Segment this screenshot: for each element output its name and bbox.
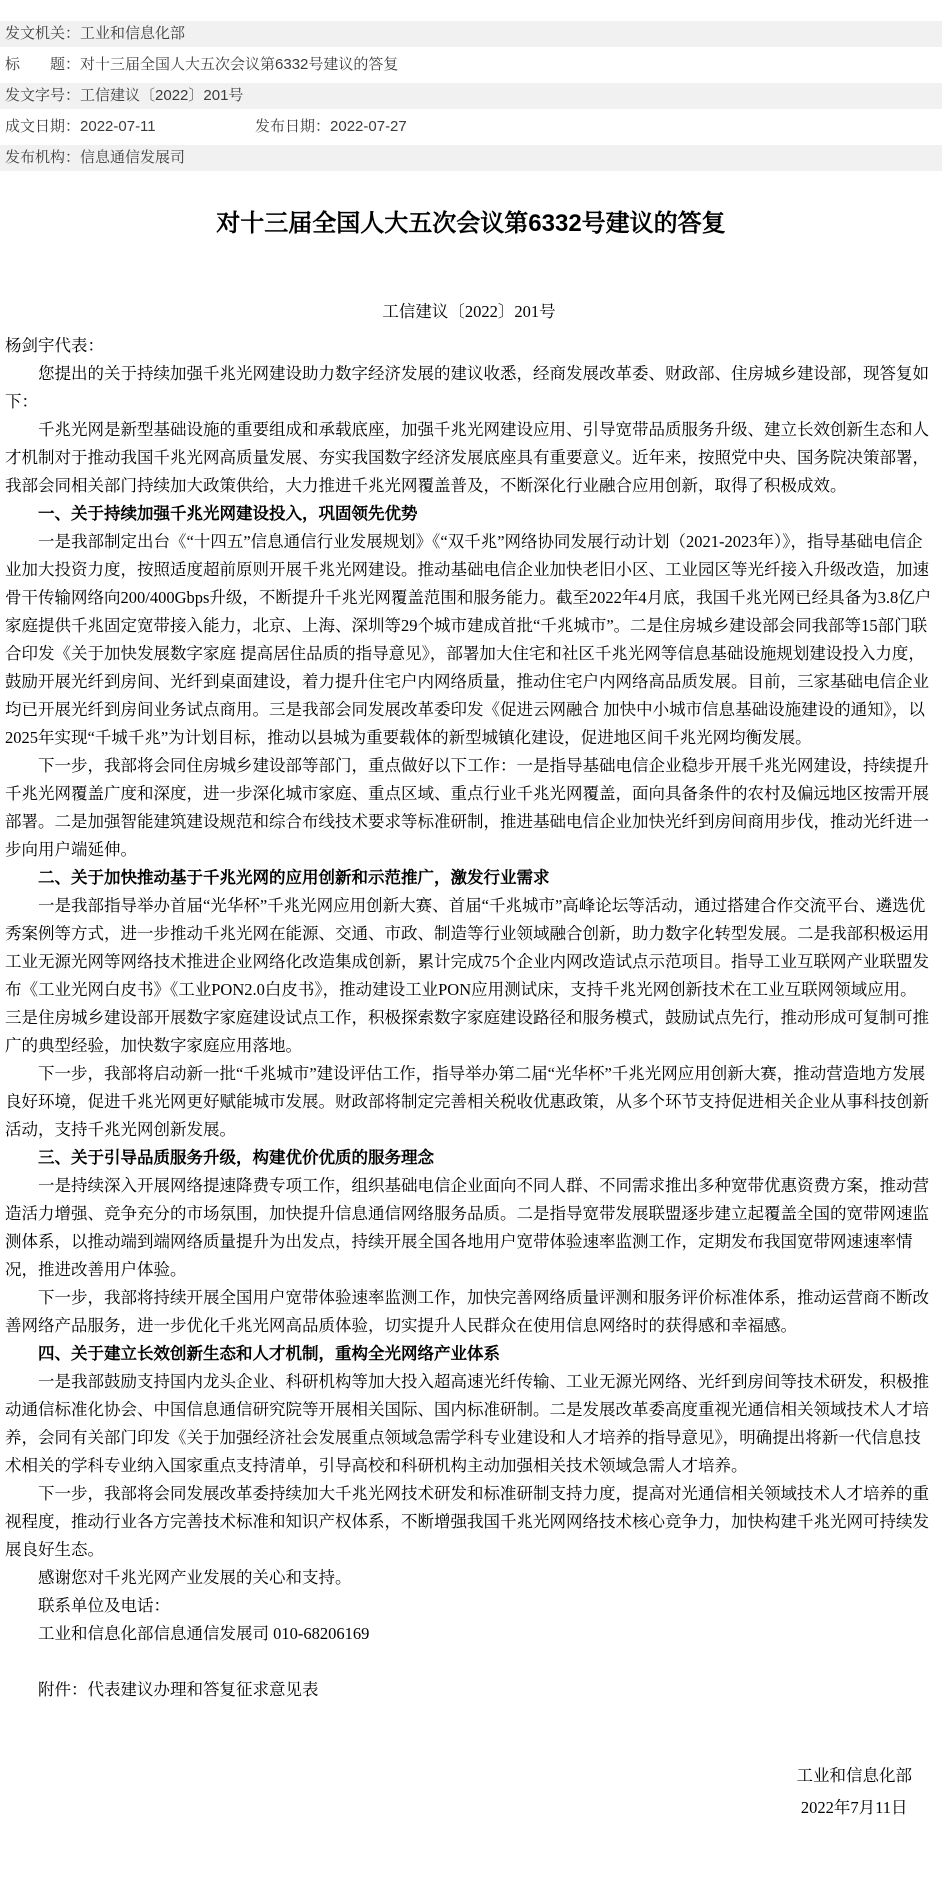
paragraph: 一是持续深入开展网络提速降费专项工作，组织基础电信企业面向不同人群、不同需求推出多种宽带优惠资费方案，推动营造活力增强、竞争充分的市场氛围，加快提升信息通信网络服务品质。二是指导宽带发展联盟逐步建立起覆盖全国的宽带网速监测体系，以推动端到端网络质量提升为出发点，持续开展全国各地用户宽带体验速率监测工作，定期发布我国宽带网速速率情况，推进改善用户体验。 <box>5 1176 929 1279</box>
paragraph: 您提出的关于持续加强千兆光网建设助力数字经济发展的建议收悉，经商发展改革委、财政部、住房城乡建设部，现答复如下： <box>5 364 929 411</box>
page-title: 对十三届全国人大五次会议第6332号建议的答复 <box>216 210 726 237</box>
meta-label: 发文字号： <box>5 87 81 104</box>
signature-date: 2022年7月11日 <box>800 1798 908 1817</box>
paragraph: 联系单位及电话： <box>38 1596 170 1615</box>
paragraph: 一是我部鼓励支持国内龙头企业、科研机构等加大投入超高速光纤传输、工业无源光网络、光纤到房间等技术研发，积极推动通信标准化协会、中国信息通信研究院等开展相关国际、国内标准研制。二是发展改革委高度重视光通信相关领域技术人才培养，会同有关部门印发《关于加强经济社会发展重点领域急需学科专业建设和人才培养的指导意见》，明确提出将新一代信息技术相关的学科专业纳入国家重点支持清单，引导高校和科研机构主动加强相关技术领域急需人才培养。 <box>5 1372 929 1475</box>
meta-value: 工业和信息化部 <box>80 25 186 42</box>
meta-value: 信息通信发展司 <box>80 149 186 166</box>
signature-block <box>0 1760 942 1824</box>
signature-org: 工业和信息化部 <box>796 1766 912 1785</box>
paragraph: 工信建议〔2022〕201号 <box>382 302 556 321</box>
paragraph: 一是我部制定出台《“十四五”信息通信行业发展规划》《“双千兆”网络协同发展行动计划（2021-2023年）》，指导基础电信企业加大投资力度，按照适度超前原则开展千兆光网建设。推动基础电信企业加快老旧小区、工业园区等光纤接入升级改造，加速骨干传输网络向200/400Gbps升级，不断提升千兆光网覆盖范围和服务能力。截至2022年4月底，我国千兆光网已经具备为3.8亿户家庭提供千兆固定宽带接入能力，北京、上海、深圳等29个城市建成首批“千兆城市”。二是住房城乡建设部会同我部等15部门联合印发《关于加快发展数字家庭 提高居住品质的指导意见》，部署加大住宅和社区千兆光网等信息基础设施规划建设投入力度，鼓励开展光纤到房间、光纤到桌面建设，着力提升住宅户内网络质量，推动住宅户内网络高品质发展。目前，三家基础电信企业均已开展光纤到房间业务试点商用。三是我部会同发展改革委印发《促进云网融合 加快中小城市信息基础设施建设的通知》，以2025年实现“千城千兆”为计划目标，推动以县城为重要载体的新型城镇化建设，促进地区间千兆光网均衡发展。 <box>5 532 932 747</box>
meta-row-issuing-org <box>0 21 942 47</box>
meta-label: 成文日期： <box>5 118 81 135</box>
paragraph: 工业和信息化部信息通信发展司 010-68206169 <box>38 1624 370 1643</box>
section-heading: 四、关于建立长效创新生态和人才机制，重构全光网络产业体系 <box>38 1345 500 1363</box>
paragraph: 杨剑宇代表： <box>5 336 104 355</box>
paragraph: 千兆光网是新型基础设施的重要组成和承载底座，加强千兆光网建设应用、引导宽带品质服务升级、建立长效创新生态和人才机制对于推动我国千兆光网高质量发展、夯实我国数字经济发展底座具有重要意义。近年来，按照党中央、国务院决策部署，我部会同相关部门持续加大政策供给，大力推进千兆光网覆盖普及，不断深化行业融合应用创新，取得了积极成效。 <box>5 420 929 495</box>
meta-row-doc-number <box>0 83 942 109</box>
meta-label: 发布日期： <box>255 118 331 135</box>
meta-value: 2022-07-11 <box>80 118 156 135</box>
meta-field-publish-date <box>255 114 407 140</box>
signature-inner <box>797 1760 913 1824</box>
meta-value: 2022-07-27 <box>330 118 407 135</box>
meta-field-written-date <box>5 114 255 140</box>
section-heading: 一、关于持续加强千兆光网建设投入，巩固领先优势 <box>38 505 418 523</box>
paragraph: 感谢您对千兆光网产业发展的关心和支持。 <box>38 1568 352 1587</box>
meta-value: 对十三届全国人大五次会议第6332号建议的答复 <box>80 56 399 73</box>
document-body <box>0 298 942 1704</box>
meta-row-publish-org <box>0 145 942 171</box>
paragraph: 一是我部指导举办首届“光华杯”千兆光网应用创新大赛、首届“千兆城市”高峰论坛等活动，通过搭建合作交流平台、遴选优秀案例等方式，进一步推动千兆光网在能源、交通、市政、制造等行业领域融合创新，助力数字化转型发展。二是我部积极运用工业无源光网等网络技术推进企业网络化改造集成创新，累计完成75个企业内网改造试点示范项目。指导工业互联网产业联盟发布《工业光网白皮书》《工业PON2.0白皮书》，推动建设工业PON应用测试床，支持千兆光网创新技术在工业互联网领域应用。三是住房城乡建设部开展数字家庭建设试点工作，积极探索数字家庭建设路径和服务模式，鼓励试点先行，推动形成可复制可推广的典型经验，加快数字家庭应用落地。 <box>5 896 929 1055</box>
meta-label: 发文机关： <box>5 25 81 42</box>
paragraph: 下一步，我部将持续开展全国用户宽带体验速率监测工作，加快完善网络质量评测和服务评价标准体系，推动运营商不断改善网络产品服务，进一步优化千兆光网高品质体验，切实提升人民群众在使用信息网络时的获得感和幸福感。 <box>5 1288 929 1335</box>
meta-label: 发布机构： <box>5 149 81 166</box>
section-heading: 三、关于引导品质服务升级，构建优价优质的服务理念 <box>38 1149 434 1167</box>
meta-row-title <box>0 52 942 78</box>
meta-label: 标 题： <box>5 56 81 73</box>
paragraph: 下一步，我部将会同发展改革委持续加大千兆光网技术研发和标准研制支持力度，提高对光通信相关领域技术人才培养的重视程度，推动行业各方完善技术标准和知识产权体系，不断增强我国千兆光网网络技术核心竞争力，加快构建千兆光网可持续发展良好生态。 <box>5 1484 929 1559</box>
section-heading: 二、关于加快推动基于千兆光网的应用创新和示范推广，激发行业需求 <box>38 869 550 887</box>
meta-table <box>0 0 942 171</box>
meta-value: 工信建议〔2022〕201号 <box>80 87 244 104</box>
paragraph: 附件：代表建议办理和答复征求意见表 <box>38 1680 319 1699</box>
meta-row-dates <box>0 114 942 140</box>
paragraph: 下一步，我部将会同住房城乡建设部等部门，重点做好以下工作：一是指导基础电信企业稳步开展千兆光网建设，持续提升千兆光网覆盖广度和深度，进一步深化城市家庭、重点区域、重点行业千兆光网覆盖，面向具备条件的农村及偏远地区按需开展部署。二是加强智能建筑建设规范和综合布线技术要求等标准研制，推进基础电信企业加快光纤到房间商用步伐，推动光纤进一步向用户端延伸。 <box>5 756 929 859</box>
paragraph: 下一步，我部将启动新一批“千兆城市”建设评估工作，指导举办第二届“光华杯”千兆光网应用创新大赛，推动营造地方发展良好环境，促进千兆光网更好赋能城市发展。财政部将制定完善相关税收优惠政策，从多个环节支持促进相关企业从事科技创新活动，支持千兆光网创新发展。 <box>5 1064 929 1139</box>
